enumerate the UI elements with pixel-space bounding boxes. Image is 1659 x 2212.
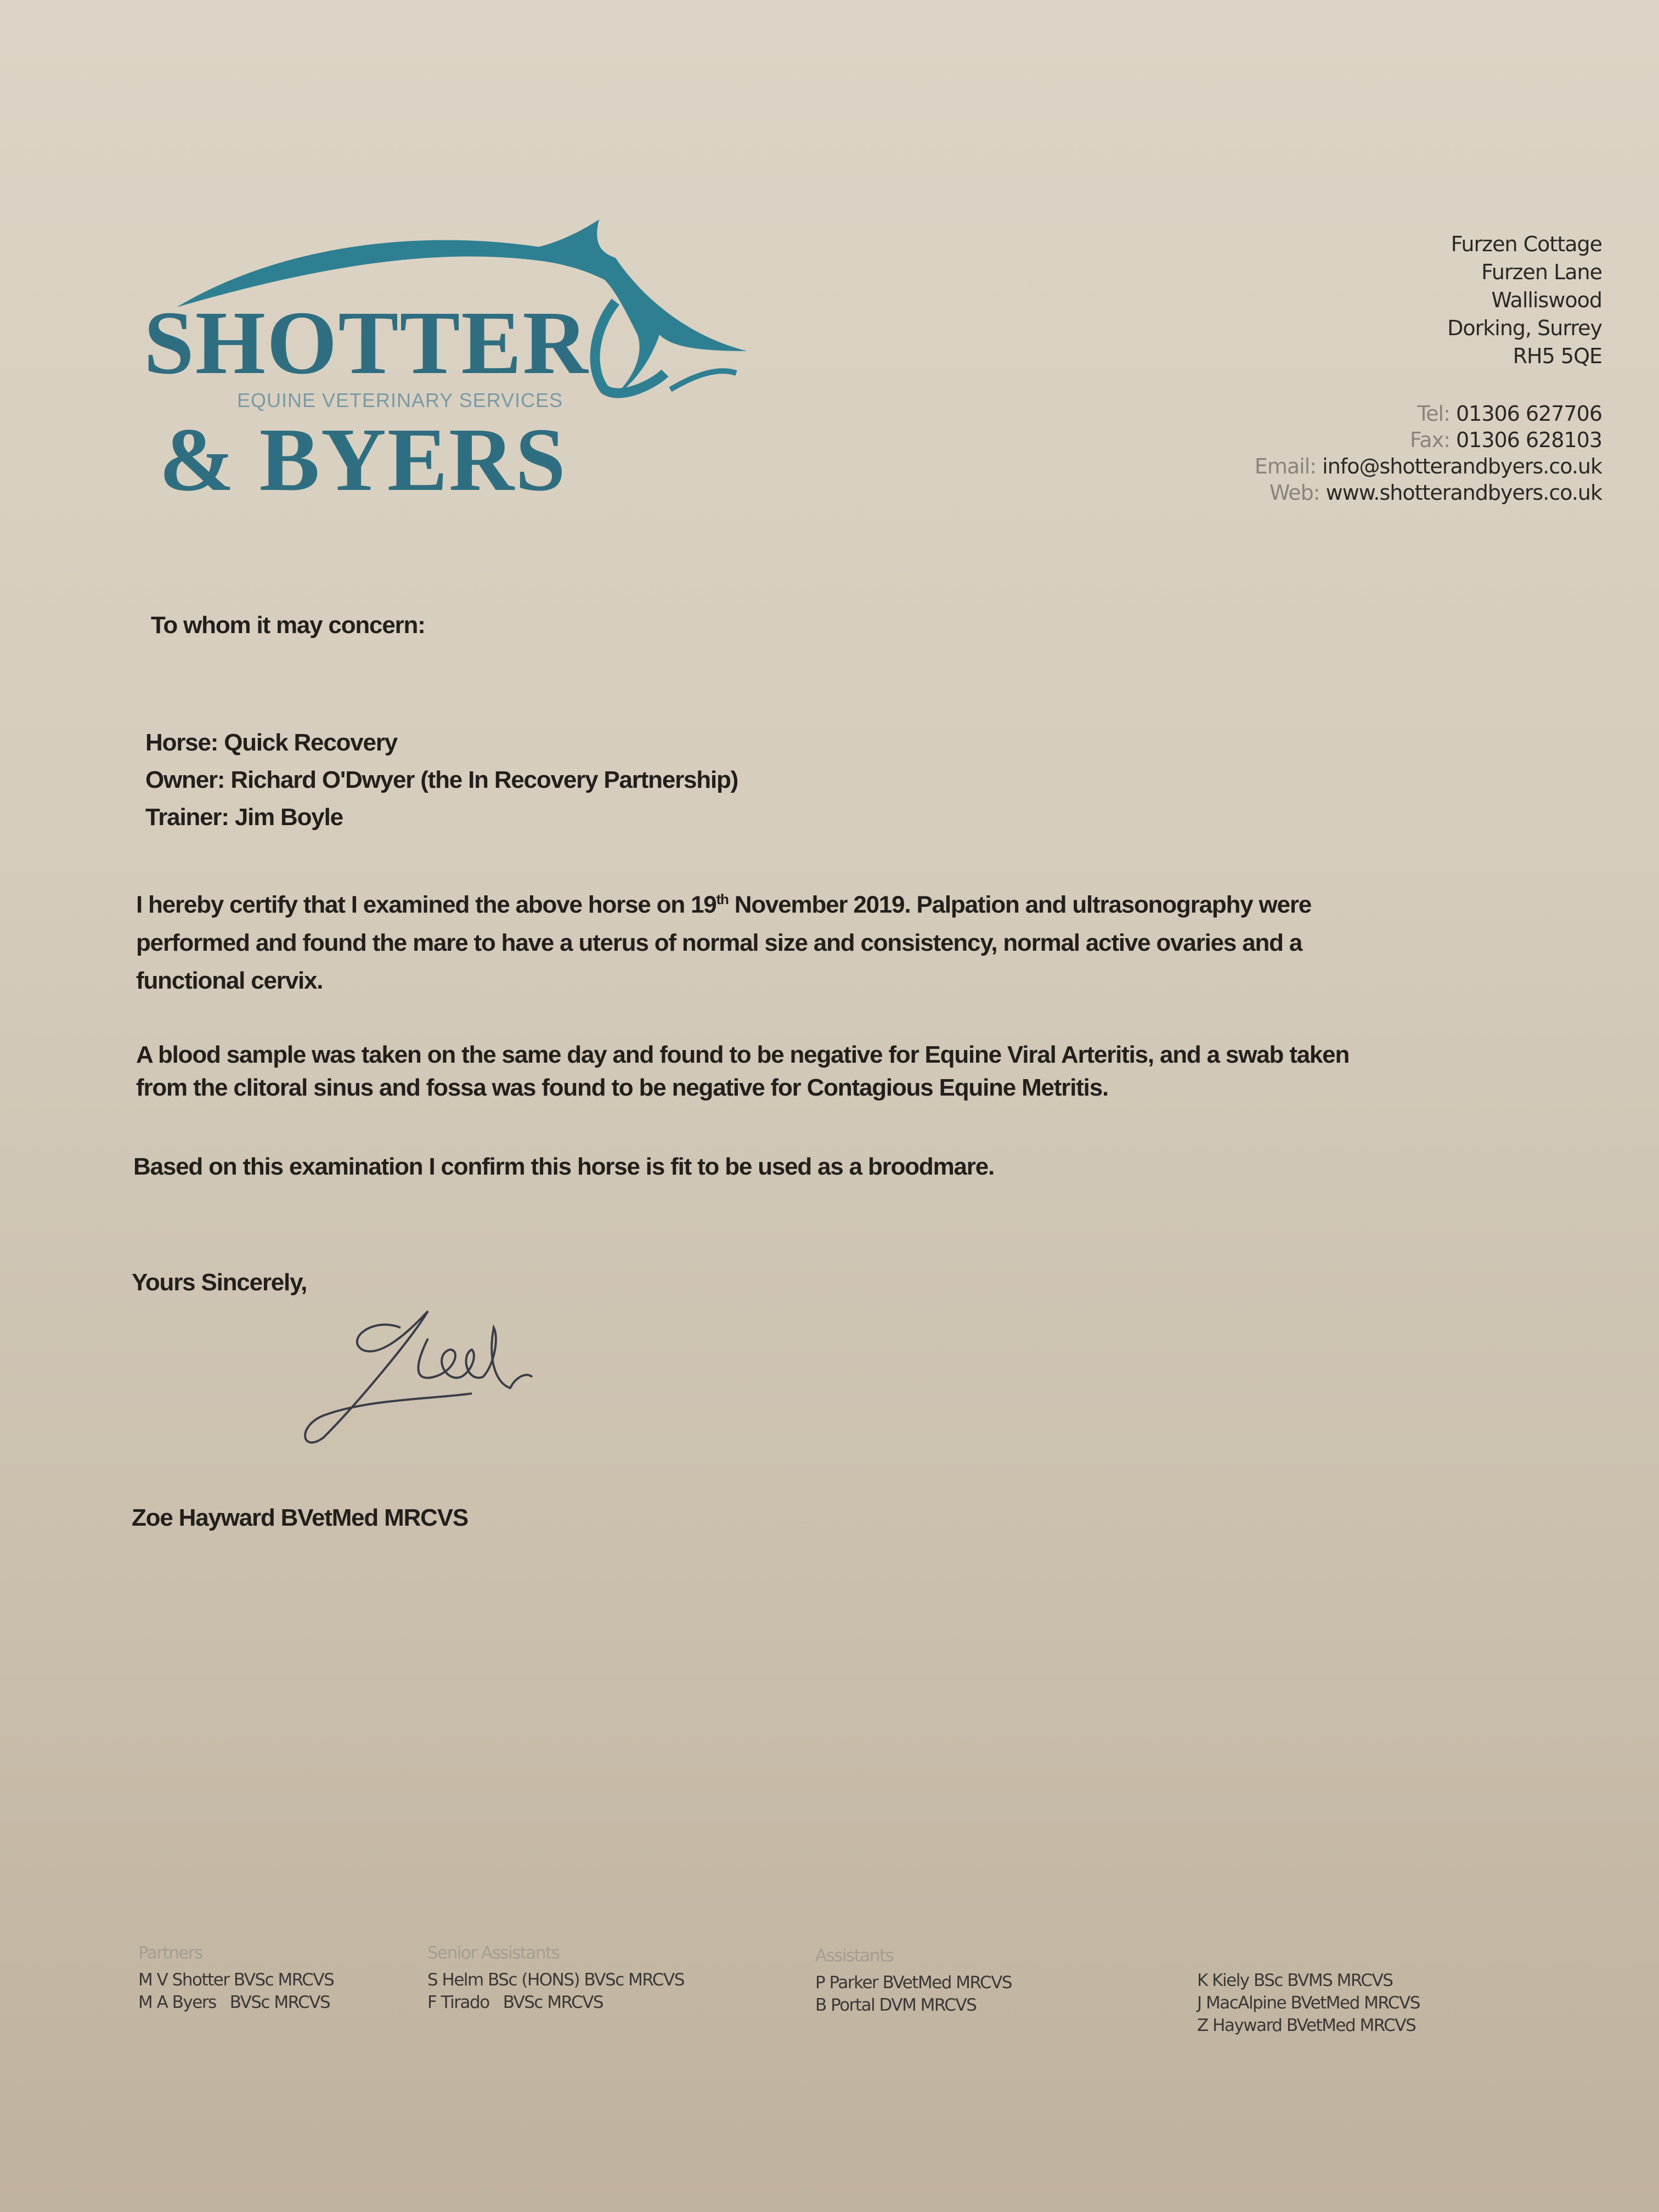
footer-senior-assistants: Senior Assistants S Helm BSc (HONS) BVSc MRCVS F Tirado BVSc MRCVS	[427, 1943, 684, 2012]
footer-assistants: Assistants P Parker BVetMed MRCVS B Portal DVM MRCVS	[815, 1946, 1012, 2015]
contact-fax: Fax: 01306 628103	[1409, 428, 1602, 452]
trainer-name: Trainer: Jim Boyle	[145, 804, 343, 831]
footer-partners: Partners M V Shotter BVSc MRCVS M A Byers BVSc MRCVS	[138, 1943, 334, 2012]
address-block	[1447, 230, 1602, 370]
contact-tel: Tel: 01306 627706	[1417, 402, 1602, 426]
contact-web: Web: www.shotterandbyers.co.uk	[1269, 481, 1602, 505]
company-logo	[144, 208, 764, 516]
owner-name: Owner: Richard O'Dwyer (the In Recovery Partnership)	[145, 766, 738, 793]
logo-tagline: EQUINE VETERINARY SERVICES	[237, 389, 563, 411]
contact-block	[1255, 400, 1602, 506]
paragraph-conclusion: Based on this examination I confirm this horse is fit to be used as a broodmare.	[133, 1153, 995, 1180]
paragraph-certification: I hereby certify that I examined the above horse on 19th November 2019. Palpation and ultrasonography were performed and found the mare to have a uterus of normal size and consistency, normal active ovaries and a functional cervix.	[136, 891, 1312, 994]
logo-shotter: SHOTTER	[144, 292, 589, 393]
signature-icon	[291, 1306, 554, 1448]
address-line: Walliswood	[1491, 288, 1602, 312]
horse-details	[145, 724, 738, 836]
closing: Yours Sincerely,	[132, 1269, 307, 1296]
address-line: Furzen Lane	[1481, 260, 1602, 284]
address-line: Dorking, Surrey	[1447, 316, 1602, 340]
footer-assistants-2: K Kiely BSc BVMS MRCVS J MacAlpine BVetMed MRCVS Z Hayward BVetMed MRCVS	[1197, 1971, 1420, 2035]
salutation: To whom it may concern:	[151, 612, 425, 639]
horse-name: Horse: Quick Recovery	[145, 729, 398, 756]
contact-email: Email: info@shotterandbyers.co.uk	[1254, 454, 1602, 478]
paragraph-tests: A blood sample was taken on the same day and found to be negative for Equine Viral Arteritis, and a swab taken from the clitoral sinus and fossa was found to be negative for Contagious Equine Metritis.	[136, 1041, 1350, 1101]
address-line: RH5 5QE	[1513, 344, 1602, 368]
logo-byers: & BYERS	[159, 409, 567, 510]
signatory-name: Zoe Hayward BVetMed MRCVS	[132, 1504, 469, 1531]
address-line: Furzen Cottage	[1451, 232, 1602, 256]
